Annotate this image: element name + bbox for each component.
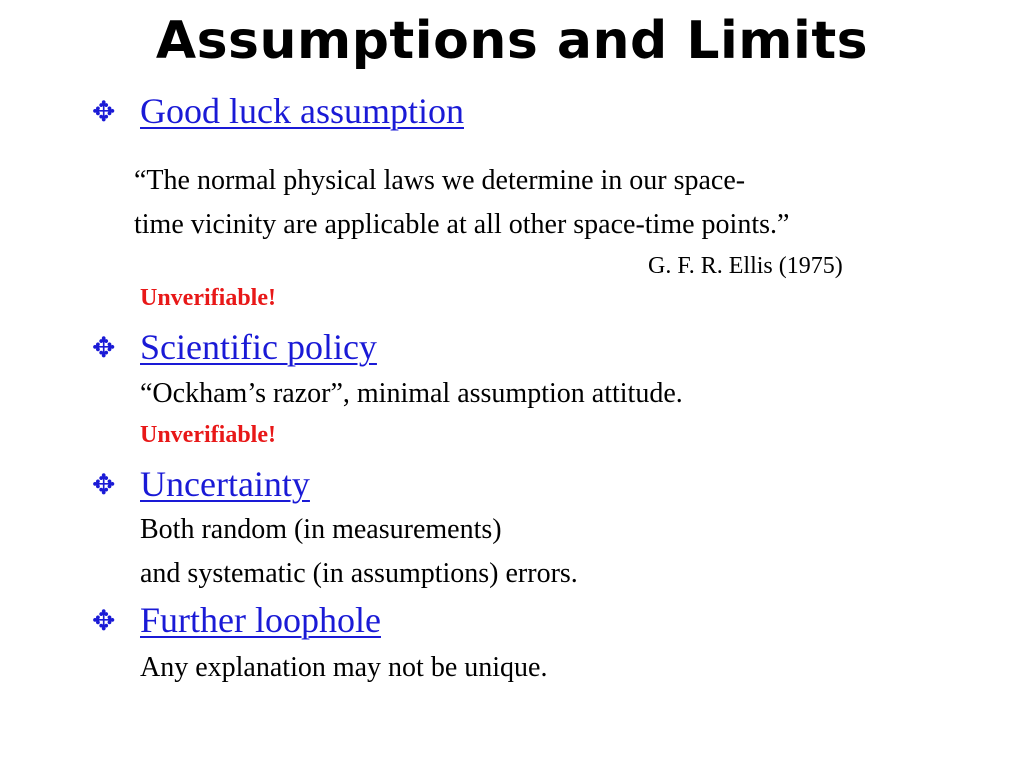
uncertainty-line-1: Both random (in measurements) <box>140 514 502 545</box>
uncertainty-line-2: and systematic (in assumptions) errors. <box>140 558 578 589</box>
section-good-luck <box>92 88 464 134</box>
quote-attribution: G. F. R. Ellis (1975) <box>648 253 843 279</box>
slide-title: Assumptions and Limits <box>155 11 869 71</box>
quote-line-1: “The normal physical laws we determine in our space- <box>134 165 746 196</box>
section-further-loophole <box>92 597 381 643</box>
loophole-text: Any explanation may not be unique. <box>140 652 548 683</box>
section-uncertainty <box>92 461 310 507</box>
ockham-text: “Ockham’s razor”, minimal assumption attitude. <box>140 378 683 409</box>
heading-good-luck-assumption[interactable]: Good luck assumption <box>140 91 464 131</box>
section-scientific-policy <box>92 324 377 370</box>
heading-further-loophole[interactable]: Further loophole <box>140 600 381 640</box>
unverifiable-note-2: Unverifiable! <box>140 422 276 448</box>
diamond-bullet-icon: ✥ <box>92 467 116 501</box>
diamond-bullet-icon: ✥ <box>92 330 116 364</box>
diamond-bullet-icon: ✥ <box>92 603 116 637</box>
diamond-bullet-icon: ✥ <box>92 94 116 128</box>
heading-scientific-policy[interactable]: Scientific policy <box>140 327 377 367</box>
heading-uncertainty[interactable]: Uncertainty <box>140 464 310 504</box>
unverifiable-note-1: Unverifiable! <box>140 285 276 311</box>
quote-line-2: time vicinity are applicable at all other space-time points.” <box>134 209 790 240</box>
